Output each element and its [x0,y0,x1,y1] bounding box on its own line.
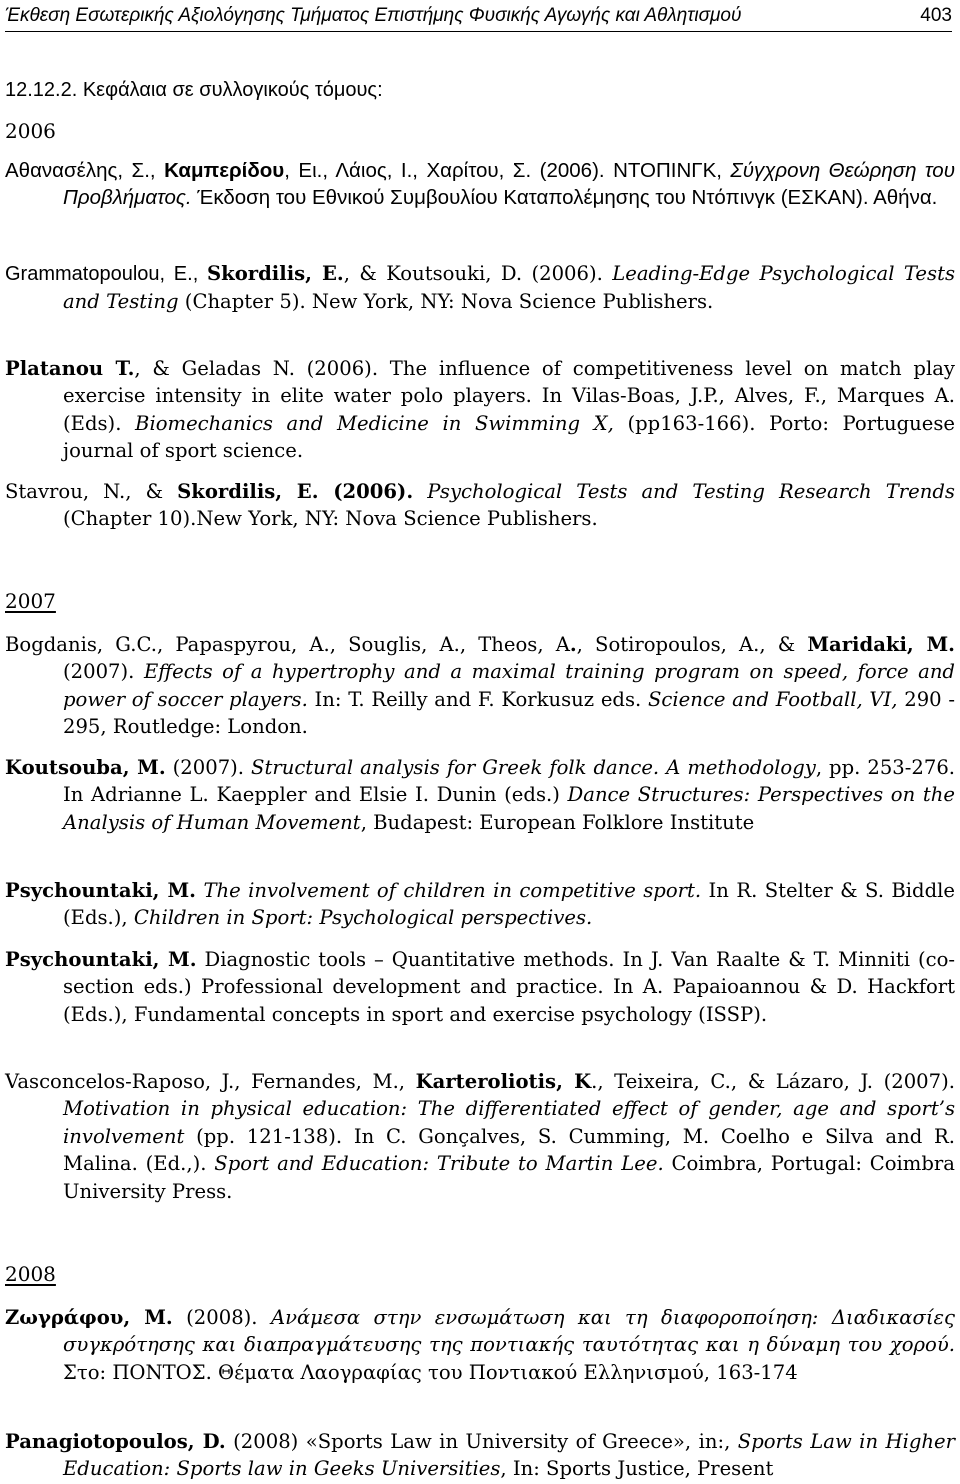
running-header [5,3,952,32]
reference-entry: Ζωγράφου, Μ. (2008). Ανάμεσα στην ενσωμάτωση και τη διαφοροποίηση: Διαδικασίες συγκρότησης και διαπραγμάτευσης της ποντιακής ταυτότητας και η δύναμη του χορού. Στο: ΠΟΝΤΟΣ. Θέματα Λαογραφίας του Ποντιακού Ελληνισμού, 163-174 [5,1306,955,1384]
reference-entry: Koutsouba, M. (2007). Structural analysis for Greek folk dance. A methodology, pp. 253-276. In Adrianne L. Kaeppler and Elsie I. Dunin (eds.) Dance Structures: Perspectives on the Analysis of Human Movement, Budapest: European Folklore Institute [5,756,956,834]
page-number: 403 [920,5,952,26]
year-heading-2008: 2008 [5,1262,56,1286]
reference-entry: Vasconcelos-Raposo, J., Fernandes, M., Karteroliotis, K., Teixeira, C., & Lázaro, J. (2007). Motivation in physical education: The differentiated effect of gender, age and sport’s involvement (pp. 121-138). In C. Gonçalves, S. Cumming, M. Coelho e Silva and R. Malina. (Ed.,). Sport and Education: Tribute to Martin Lee. Coimbra, Portugal: Coimbra University Press. [5,1070,955,1203]
reference-entry: Psychountaki, M. The involvement of children in competitive sport. In R. Stelter & S. Biddle (Eds.), Children in Sport: Psychological perspectives. [5,879,956,930]
reference-entry: Αθανασέλης, Σ., Καμπερίδου, Ει., Λάιος, Ι., Χαρίτου, Σ. (2006). ΝΤΟΠΙΝΓΚ, Σύγχρονη Θεώρηση του Προβλήματος. Έκδοση του Εθνικού Συμβουλίου Καταπολέμησης του Ντόπινγκ (ΕΣΚΑΝ). Αθήνα. [5,159,955,210]
reference-entry: Platanou T., & Geladas N. (2006). The influence of competitiveness level on match play exercise intensity in elite water polo players. In Vilas-Boas, J.P., Alves, F., Marques A. (Eds). Biomechanics and Medicine in Swimming X, (pp163-166). Porto: Portuguese journal of sport science. [5,357,955,463]
reference-entry: Psychountaki, M. Diagnostic tools – Quantitative methods. In J. Van Raalte & T. Minniti (co-section eds.) Professional development and practice. In A. Papaioannou & D. Hackfort (Eds.), Fundamental concepts in sport and exercise psychology (ISSP). [5,948,955,1026]
reference-entry: Bogdanis, G.C., Papaspyrou, A., Souglis, A., Theos, A., Sotiropoulos, A., & Maridaki, M. (2007). Effects of a hypertrophy and a maximal training program on speed, force and power of soccer players. In: T. Reilly and F. Korkusuz eds. Science and Football, VI, 290 - 295, Routledge: London. [5,633,955,739]
year-heading-2007: 2007 [5,589,56,613]
reference-entry: Stavrou, N., & Skordilis, E. (2006). Psychological Tests and Testing Research Trends (Chapter 10).New York, NY: Nova Science Publishers. [5,480,955,531]
reference-entry: Panagiotopoulos, D. (2008) «Sports Law in University of Greece», in:, Sports Law in Higher Education: Sports law in Geeks Universities, In: Sports Justice, Present [5,1430,955,1481]
section-heading: 12.12.2. Κεφάλαια σε συλλογικούς τόμους: [5,79,383,101]
header-title: Έκθεση Εσωτερικής Αξιολόγησης Τμήματος Επιστήμης Φυσικής Αγωγής και Αθλητισμού [5,5,742,26]
year-heading-2006: 2006 [5,119,56,143]
reference-entry: Grammatopoulou, E., Skordilis, E., & Koutsouki, D. (2006). Leading-Edge Psychological Tests and Testing (Chapter 5). New York, NY: Nova Science Publishers. [5,262,955,314]
